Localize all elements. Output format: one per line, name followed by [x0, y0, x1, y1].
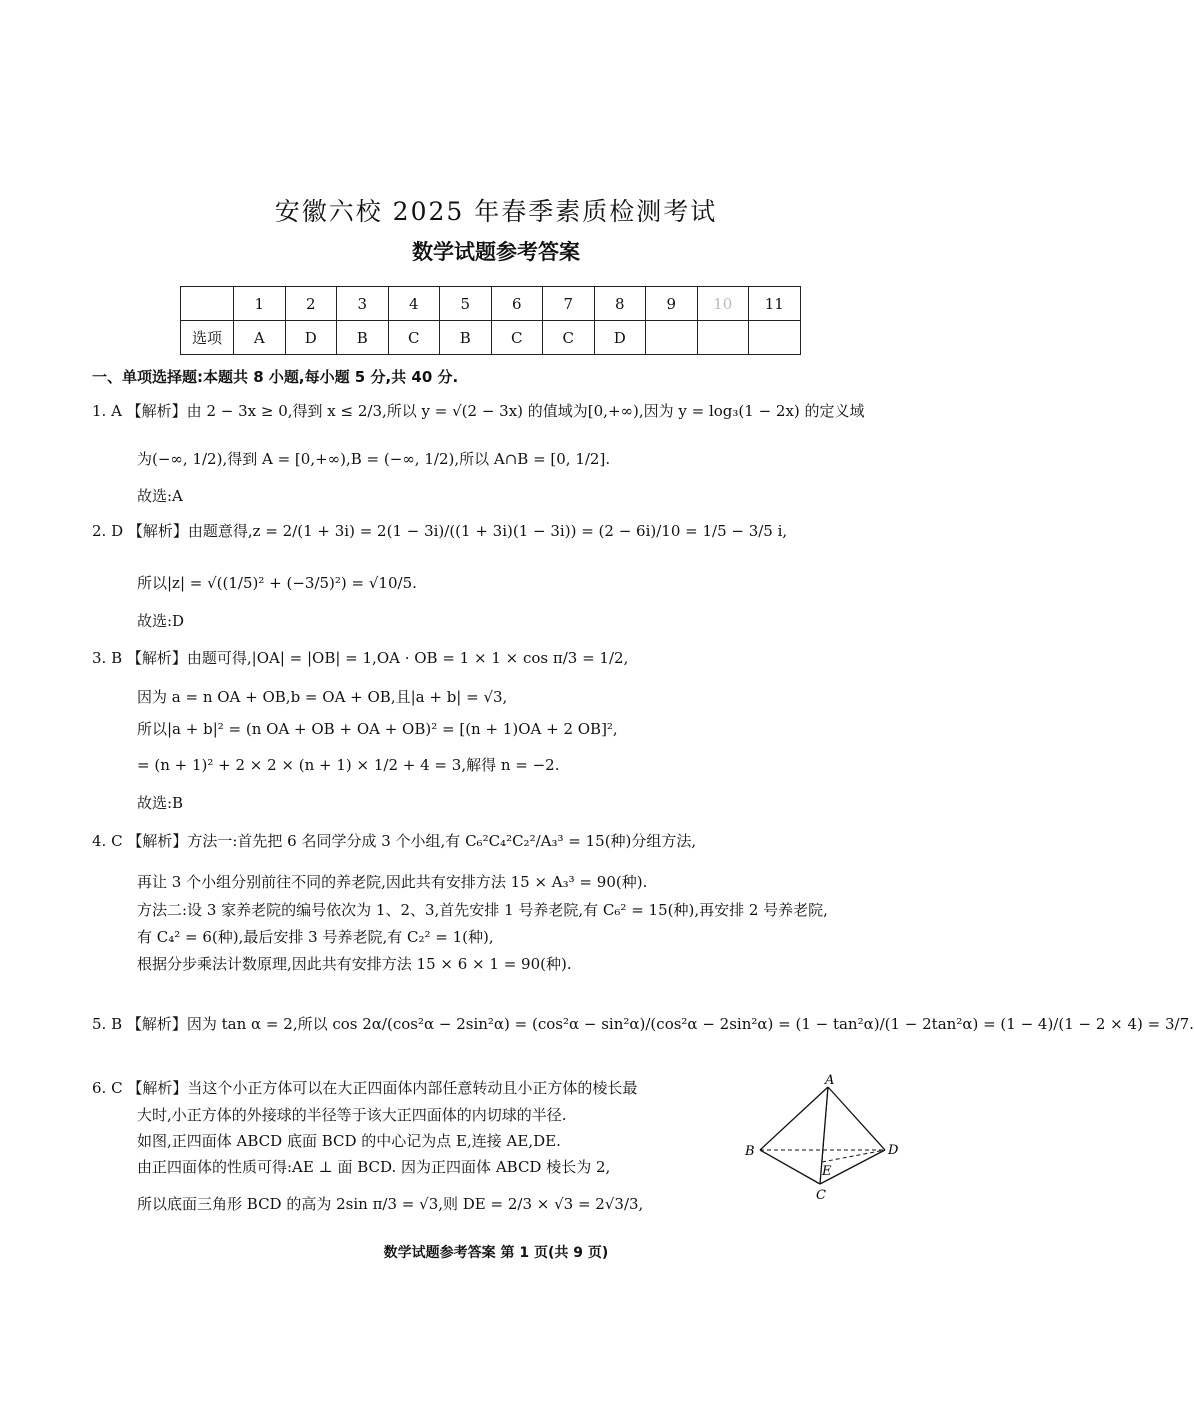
q3-line-2: 因为 a = n OA + OB,b = OA + OB,且|a + b| = √3, — [137, 688, 508, 706]
question-number-cell: 11 — [749, 287, 801, 321]
q1-line-1: 1. A 【解析】由 2 − 3x ≥ 0,得到 x ≤ 2/3,所以 y = √(2 − 3x) 的值域为[0,+∞),因为 y = log₃(1 − 2x) 的定义域 — [92, 402, 865, 420]
table-corner-cell — [181, 287, 234, 321]
q4-line-3: 方法二:设 3 家养老院的编号依次为 1、2、3,首先安排 1 号养老院,有 C₆² = 15(种),再安排 2 号养老院, — [137, 901, 828, 919]
vertex-label-b: B — [745, 1144, 755, 1159]
answer-table-number-row — [181, 287, 801, 321]
question-number-cell: 1 — [234, 287, 286, 321]
q6-line-1: 6. C 【解析】当这个小正方体可以在大正四面体内部任意转动且小正方体的棱长最 — [92, 1079, 638, 1097]
q3-line-1: 3. B 【解析】由题可得,|OA| = |OB| = 1,OA · OB = 1 × 1 × cos π/3 = 1/2, — [92, 649, 629, 667]
q6-line-2: 大时,小正方体的外接球的半径等于该大正四面体的内切球的半径. — [137, 1106, 567, 1124]
q6-line-4: 由正四面体的性质可得:AE ⊥ 面 BCD. 因为正四面体 ABCD 棱长为 2, — [137, 1158, 611, 1176]
answer-cell — [697, 321, 749, 355]
q1-line-2: 为(−∞, 1/2),得到 A = [0,+∞),B = (−∞, 1/2),所以 A∩B = [0, 1/2]. — [137, 450, 611, 468]
answer-row-label: 选项 — [181, 321, 234, 355]
q2-line-1: 2. D 【解析】由题意得,z = 2/(1 + 3i) = 2(1 − 3i)/((1 + 3i)(1 − 3i)) = (2 − 6i)/10 = 1/5 − 3/5 i, — [92, 522, 788, 540]
question-number-cell: 10 — [697, 287, 749, 321]
q3-choice: 故选:B — [137, 794, 184, 812]
answer-cell: B — [440, 321, 492, 355]
q1-choice: 故选:A — [137, 487, 183, 505]
question-number-cell: 5 — [440, 287, 492, 321]
edge-ad — [828, 1087, 885, 1150]
q6-line-3: 如图,正四面体 ABCD 底面 BCD 的中心记为点 E,连接 AE,DE. — [137, 1132, 561, 1150]
answer-table-answer-row — [181, 321, 801, 355]
answer-key-subtitle: 数学试题参考答案 — [412, 240, 580, 264]
question-number-cell: 8 — [594, 287, 646, 321]
section-heading: 一、单项选择题:本题共 8 小题,每小题 5 分,共 40 分. — [92, 368, 459, 386]
question-number-cell: 7 — [543, 287, 595, 321]
answer-cell — [646, 321, 698, 355]
q3-line-3: 所以|a + b|² = (n OA + OB + OA + OB)² = [(n + 1)OA + 2 OB]², — [137, 720, 618, 738]
q3-line-4: = (n + 1)² + 2 × 2 × (n + 1) × 1/2 + 4 = 3,解得 n = −2. — [137, 756, 560, 774]
q5-line-1: 5. B 【解析】因为 tan α = 2,所以 cos 2α/(cos²α − 2sin²α) = (cos²α − sin²α)/(cos²α − 2sin²α) = (1 − tan²α)/(1 − 2tan²α) = (1 − 4)/(1 − 2 × 4) = 3/7. — [92, 1015, 1194, 1033]
q4-line-5: 根据分步乘法计数原理,因此共有安排方法 15 × 6 × 1 = 90(种). — [137, 955, 572, 973]
question-number-cell: 6 — [491, 287, 543, 321]
question-number-cell: 3 — [337, 287, 389, 321]
edge-bc — [760, 1150, 820, 1184]
q4-line-4: 有 C₄² = 6(种),最后安排 3 号养老院,有 C₂² = 1(种), — [137, 928, 494, 946]
answer-cell: C — [388, 321, 440, 355]
answer-cell: C — [491, 321, 543, 355]
answer-cell: D — [285, 321, 337, 355]
answer-table — [180, 286, 801, 355]
q4-line-1: 4. C 【解析】方法一:首先把 6 名同学分成 3 个小组,有 C₆²C₄²C₂²/A₃³ = 15(种)分组方法, — [92, 832, 697, 850]
segment-de — [822, 1150, 885, 1162]
q4-line-2: 再让 3 个小组分别前往不同的养老院,因此共有安排方法 15 × A₃³ = 90(种). — [137, 873, 648, 891]
tetrahedron-figure — [740, 1072, 905, 1207]
q6-line-5: 所以底面三角形 BCD 的高为 2sin π/3 = √3,则 DE = 2/3 × √3 = 2√3/3, — [137, 1195, 644, 1213]
q2-line-2: 所以|z| = √((1/5)² + (−3/5)²) = √10/5. — [137, 574, 417, 592]
answer-cell: A — [234, 321, 286, 355]
page-footer: 数学试题参考答案 第 1 页(共 9 页) — [383, 1245, 609, 1261]
vertex-label-d: D — [888, 1143, 899, 1158]
answer-cell: D — [594, 321, 646, 355]
center-label-e: E — [822, 1164, 832, 1179]
question-number-cell: 2 — [285, 287, 337, 321]
question-number-cell: 9 — [646, 287, 698, 321]
edge-ab — [760, 1087, 828, 1150]
q2-choice: 故选:D — [137, 612, 185, 630]
exam-title: 安徽六校 2025 年春季素质检测考试 — [274, 197, 718, 226]
answer-cell: C — [543, 321, 595, 355]
question-number-cell: 4 — [388, 287, 440, 321]
vertex-label-c: C — [816, 1188, 826, 1203]
vertex-label-a: A — [825, 1073, 835, 1088]
answer-cell — [749, 321, 801, 355]
answer-cell: B — [337, 321, 389, 355]
